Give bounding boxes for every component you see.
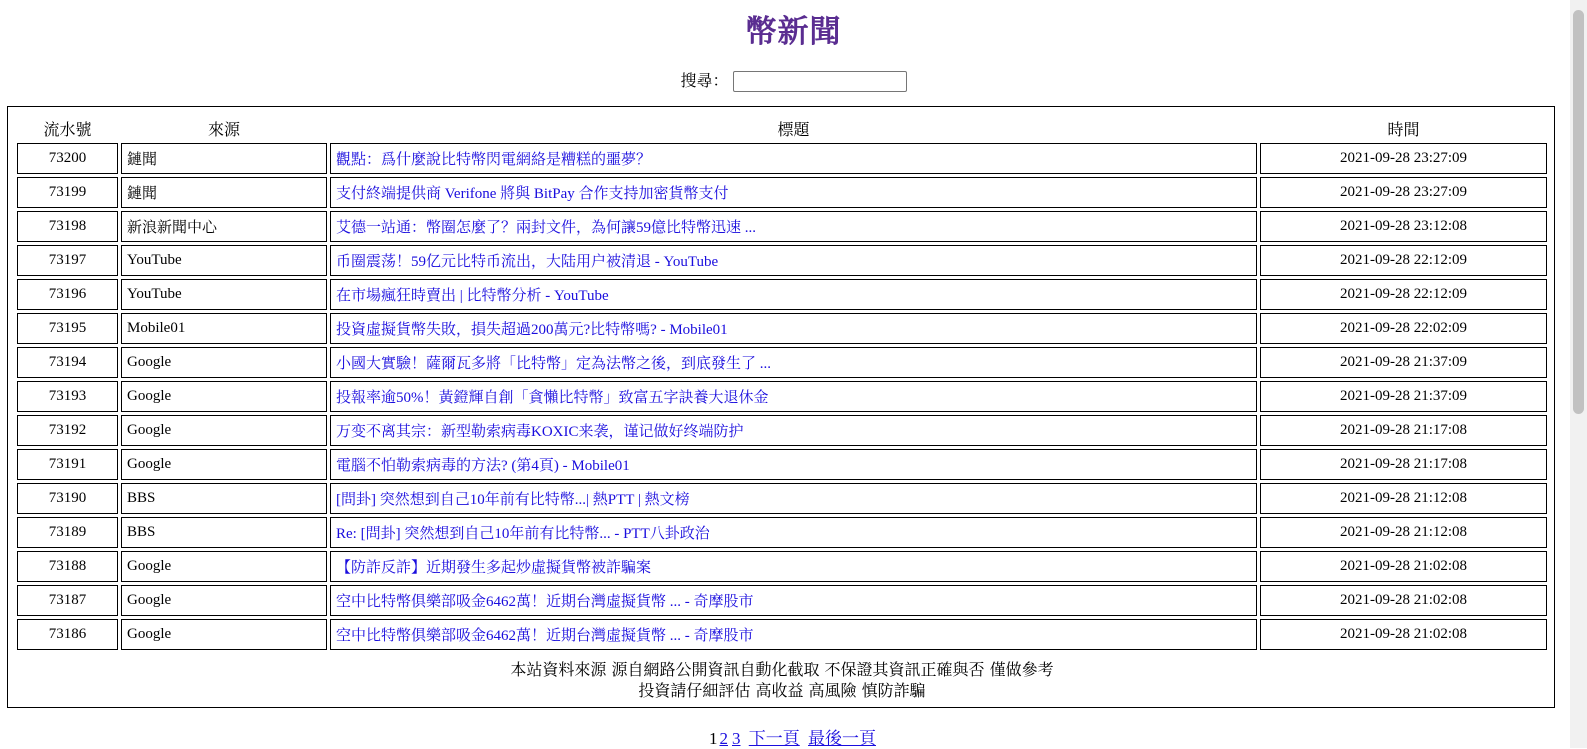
- table-row: [17, 313, 1547, 344]
- row-title-link[interactable]: 【防詐反詐】近期發生多起炒虛擬貨幣被詐騙案: [336, 560, 652, 576]
- header-title: 標題: [777, 120, 810, 139]
- row-time: 2021-09-28 21:17:08: [1260, 415, 1547, 446]
- table-row: [17, 279, 1547, 310]
- row-id: 73197: [17, 245, 118, 276]
- row-id: 73189: [17, 517, 118, 548]
- row-id: 73188: [17, 551, 118, 582]
- row-title-cell: [330, 211, 1257, 242]
- row-time: 2021-09-28 21:37:09: [1260, 347, 1547, 378]
- row-source: Google: [121, 381, 327, 412]
- row-title-cell: [330, 177, 1257, 208]
- table-row: [17, 449, 1547, 480]
- table-row: [17, 381, 1547, 412]
- row-title-link[interactable]: 在市場瘋狂時賣出 | 比特幣分析 - YouTube: [336, 288, 609, 304]
- row-id: 73187: [17, 585, 118, 616]
- row-time: 2021-09-28 23:12:08: [1260, 211, 1547, 242]
- row-id: 73192: [17, 415, 118, 446]
- table-row: [17, 483, 1547, 514]
- row-title-cell: [330, 619, 1257, 650]
- row-title-cell: [330, 279, 1257, 310]
- row-id: 73186: [17, 619, 118, 650]
- row-time: 2021-09-28 21:02:08: [1260, 585, 1547, 616]
- row-title-link[interactable]: 投報率逾50%！黃鐙輝自創「貪懶比特幣」致富五字訣養大退休金: [336, 390, 769, 406]
- row-time: 2021-09-28 21:02:08: [1260, 619, 1547, 650]
- row-title-link[interactable]: [問卦] 突然想到自己10年前有比特幣...| 熱PTT | 熱文榜: [336, 492, 690, 508]
- row-id: 73198: [17, 211, 118, 242]
- row-source: Google: [121, 415, 327, 446]
- row-title-link[interactable]: 艾德一站通：幣圈怎麼了？兩封文件，為何讓59億比特幣迅速 ...: [336, 220, 757, 236]
- news-panel: [7, 106, 1555, 708]
- row-time: 2021-09-28 21:12:08: [1260, 517, 1547, 548]
- row-title-cell: [330, 415, 1257, 446]
- pager-last[interactable]: 最後一頁: [808, 729, 876, 748]
- row-source: Google: [121, 449, 327, 480]
- row-title-cell: [330, 143, 1257, 174]
- row-title-cell: [330, 381, 1257, 412]
- page-title: 幣新聞: [745, 14, 842, 50]
- row-title-cell: [330, 449, 1257, 480]
- row-source: Google: [121, 619, 327, 650]
- row-id: 73195: [17, 313, 118, 344]
- row-source: BBS: [121, 517, 327, 548]
- row-source: Google: [121, 585, 327, 616]
- search-label: 搜尋：: [680, 71, 729, 90]
- row-title-link[interactable]: 币圈震荡！59亿元比特币流出，大陆用户被清退 - YouTube: [336, 254, 719, 270]
- header-source: 來源: [207, 120, 240, 139]
- pager-next[interactable]: 下一頁: [748, 729, 800, 748]
- row-source: Mobile01: [121, 313, 327, 344]
- row-time: 2021-09-28 22:12:09: [1260, 279, 1547, 310]
- table-row: [17, 551, 1547, 582]
- header-id: 流水號: [43, 120, 92, 139]
- disclaimer-line-2: 投資請仔細評估 高收益 高風險 慎防詐騙: [638, 681, 926, 700]
- row-title-link[interactable]: 小國大實驗！薩爾瓦多將「比特幣」定為法幣之後，到底發生了 ...: [336, 356, 772, 372]
- row-title-link[interactable]: 空中比特幣俱樂部吸金6462萬！近期台灣虛擬貨幣 ... - 奇摩股市: [336, 594, 754, 610]
- row-source: 鏈聞: [121, 177, 327, 208]
- row-source: YouTube: [121, 279, 327, 310]
- row-id: 73193: [17, 381, 118, 412]
- row-source: Google: [121, 551, 327, 582]
- table-row: [17, 211, 1547, 242]
- pager-current: 1: [709, 729, 718, 748]
- table-row: [17, 177, 1547, 208]
- row-title-link[interactable]: 空中比特幣俱樂部吸金6462萬！近期台灣虛擬貨幣 ... - 奇摩股市: [336, 628, 754, 644]
- row-id: 73194: [17, 347, 118, 378]
- row-title-link[interactable]: 觀點：爲什麼說比特幣閃電網絡是糟糕的噩夢？: [336, 152, 652, 168]
- row-title-cell: [330, 551, 1257, 582]
- table-row: [17, 619, 1547, 650]
- row-title-link[interactable]: 電腦不怕勒索病毒的方法? (第4頁) - Mobile01: [336, 458, 630, 474]
- row-title-cell: [330, 517, 1257, 548]
- search-bar: [0, 68, 1587, 92]
- row-title-link[interactable]: 支付終端提供商 Verifone 將與 BitPay 合作支持加密貨幣支付: [336, 186, 729, 202]
- table-row: [17, 585, 1547, 616]
- row-title-cell: [330, 313, 1257, 344]
- row-id: 73196: [17, 279, 118, 310]
- scrollbar-thumb[interactable]: [1573, 10, 1584, 414]
- row-source: 鏈聞: [121, 143, 327, 174]
- table-row: [17, 143, 1547, 174]
- row-title-cell: [330, 585, 1257, 616]
- table-row: [17, 347, 1547, 378]
- row-source: YouTube: [121, 245, 327, 276]
- row-id: 73199: [17, 177, 118, 208]
- row-time: 2021-09-28 22:02:09: [1260, 313, 1547, 344]
- row-time: 2021-09-28 22:12:09: [1260, 245, 1547, 276]
- row-time: 2021-09-28 21:37:09: [1260, 381, 1547, 412]
- table-row: [17, 415, 1547, 446]
- disclaimer: [8, 659, 1556, 701]
- pager-page-3[interactable]: 3: [732, 729, 741, 748]
- pagination: [0, 724, 1587, 749]
- row-source: Google: [121, 347, 327, 378]
- header-time: 時間: [1387, 120, 1420, 139]
- row-source: BBS: [121, 483, 327, 514]
- row-title-cell: [330, 347, 1257, 378]
- row-time: 2021-09-28 21:02:08: [1260, 551, 1547, 582]
- row-title-link[interactable]: 万变不离其宗：新型勒索病毒KOXIC来袭，谨记做好终端防护: [336, 424, 744, 440]
- table-header-row: [17, 117, 1547, 140]
- row-title-cell: [330, 483, 1257, 514]
- row-time: 2021-09-28 23:27:09: [1260, 143, 1547, 174]
- table-row: [17, 245, 1547, 276]
- row-id: 73190: [17, 483, 118, 514]
- row-title-cell: [330, 245, 1257, 276]
- pager-page-2[interactable]: 2: [719, 729, 728, 748]
- row-time: 2021-09-28 21:17:08: [1260, 449, 1547, 480]
- row-id: 73200: [17, 143, 118, 174]
- table-row: [17, 517, 1547, 548]
- news-table: [14, 114, 1550, 653]
- row-time: 2021-09-28 23:27:09: [1260, 177, 1547, 208]
- row-title-link[interactable]: 投資虛擬貨幣失敗，損失超過200萬元?比特幣嗎? - Mobile01: [336, 322, 728, 338]
- row-id: 73191: [17, 449, 118, 480]
- vertical-scrollbar[interactable]: [1570, 0, 1587, 748]
- search-input[interactable]: [733, 71, 907, 92]
- row-time: 2021-09-28 21:12:08: [1260, 483, 1547, 514]
- disclaimer-line-1: 本站資料來源 源自網路公開資訊自動化截取 不保證其資訊正確與否 僅做參考: [510, 660, 1054, 679]
- row-title-link[interactable]: Re: [問卦] 突然想到自己10年前有比特幣... - PTT八卦政治: [336, 526, 710, 542]
- row-source: 新浪新聞中心: [121, 211, 327, 242]
